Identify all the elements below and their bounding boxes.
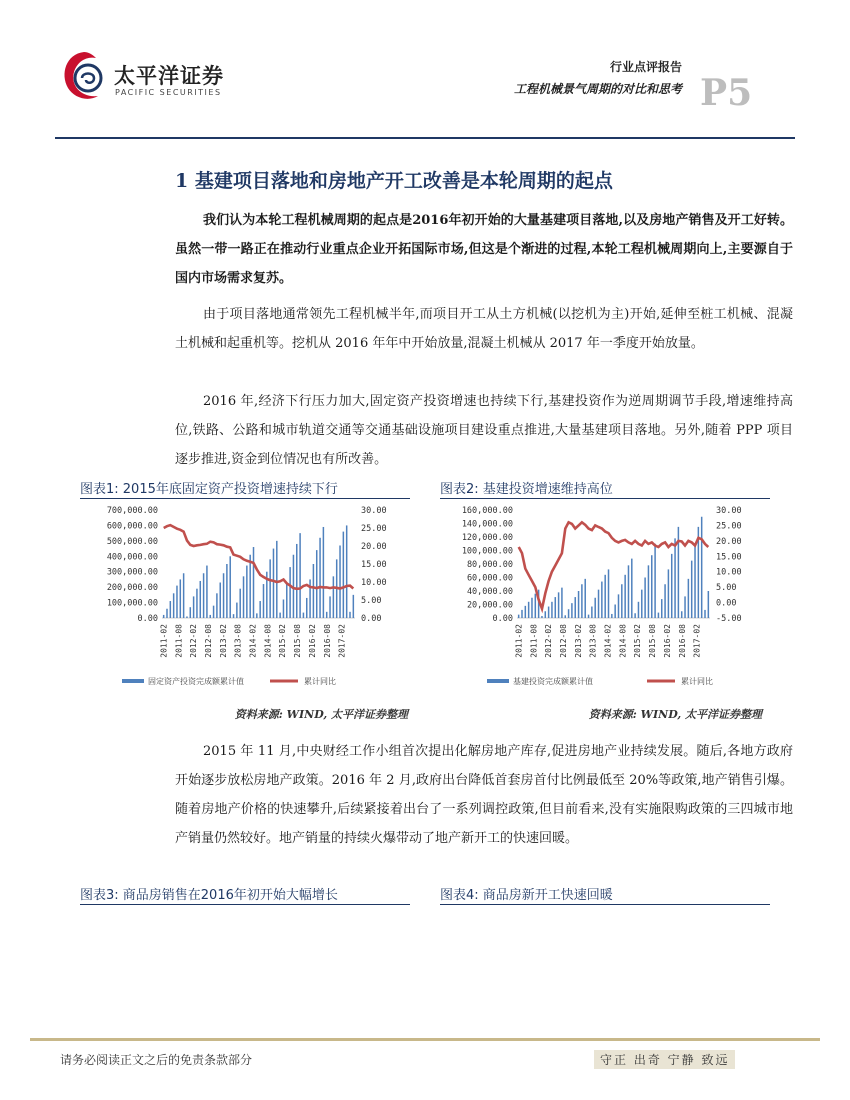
bar bbox=[276, 541, 277, 618]
bar bbox=[326, 612, 327, 618]
page-number: P5 bbox=[700, 72, 753, 114]
figure-1-caption: 图表1: 2015年底固定资产投资增速持续下行 bbox=[80, 478, 410, 499]
y-right-tick-label: 30.00 bbox=[361, 506, 387, 516]
x-tick-label: 2015-02 bbox=[633, 624, 643, 658]
y-right-tick-label: 5.00 bbox=[716, 583, 737, 594]
bar bbox=[259, 601, 260, 618]
bar bbox=[190, 607, 191, 618]
bar bbox=[223, 573, 224, 618]
paragraph-3: 2016 年,经济下行压力加大,固定资产投资增速也持续下行,基建投资作为逆周期调节手段,增速维持高位,铁路、公路和城市轨道交通等交通基础设施项目建设重点推进,大量基建项目落地。另外,随着 PPP 项目逐步推进,资金到位情况也有所改善。 bbox=[175, 394, 793, 467]
bar bbox=[521, 610, 522, 618]
y-right-tick-label: 0.00 bbox=[716, 598, 737, 609]
figure-2-caption: 图表2: 基建投资增速维持高位 bbox=[440, 478, 770, 499]
x-tick-label: 2012-02 bbox=[189, 624, 199, 658]
bar bbox=[339, 545, 340, 618]
bar bbox=[206, 566, 207, 618]
y-left-tick-label: 700,000.00 bbox=[106, 506, 158, 516]
bar bbox=[286, 583, 287, 618]
y-right-tick-label: 15.00 bbox=[716, 552, 742, 563]
bar bbox=[279, 613, 280, 618]
bar bbox=[708, 591, 709, 618]
bar bbox=[644, 578, 645, 619]
bar bbox=[558, 592, 559, 618]
bar bbox=[353, 595, 354, 618]
y-left-tick-label: 140,000.00 bbox=[461, 519, 513, 530]
bar bbox=[608, 569, 609, 618]
bar bbox=[584, 579, 585, 618]
company-logo bbox=[58, 48, 228, 106]
bar bbox=[329, 596, 330, 618]
bar bbox=[578, 591, 579, 618]
y-right-tick-label: -5.00 bbox=[716, 614, 742, 624]
bar bbox=[704, 610, 705, 618]
figure-2-source: 资料来源: WIND, 太平洋证券整理 bbox=[588, 708, 762, 721]
paragraph-1: 我们认为本轮工程机械周期的起点是2016年初开始的大量基建项目落地,以及房地产销售及开工好转。虽然一带一路正在推动行业重点企业开拓国际市场,但这是个渐进的过程,本轮工程机械周期向上,主要源自于国内市场需求复苏。 bbox=[175, 213, 793, 286]
report-title: 工程机械景气周期的对比和思考 bbox=[513, 82, 682, 96]
y-left-tick-label: 100,000.00 bbox=[461, 546, 513, 557]
bar bbox=[289, 567, 290, 618]
legend-bar-label: 固定资产投资完成额累计值 bbox=[148, 677, 244, 686]
bar bbox=[525, 606, 526, 618]
x-tick-label: 2017-02 bbox=[337, 624, 347, 658]
series-line bbox=[519, 522, 709, 608]
figure-1-source: 资料来源: WIND, 太平洋证券整理 bbox=[234, 708, 408, 721]
y-left-tick-label: 300,000.00 bbox=[106, 567, 158, 578]
bar bbox=[173, 593, 174, 618]
bar bbox=[163, 615, 164, 618]
bar bbox=[594, 598, 595, 618]
bar bbox=[648, 565, 649, 618]
footer-disclaimer: 请务必阅读正文之后的免责条款部分 bbox=[60, 1053, 253, 1067]
x-tick-label: 2013-02 bbox=[218, 624, 228, 658]
legend-bar-label: 基建投资完成额累计值 bbox=[513, 677, 593, 686]
bar bbox=[638, 602, 639, 618]
chart-fixed-asset-investment bbox=[80, 500, 415, 700]
bar bbox=[186, 616, 187, 618]
bar bbox=[651, 555, 652, 618]
bar bbox=[183, 573, 184, 618]
bar bbox=[601, 582, 602, 618]
y-right-tick-label: 0.00 bbox=[361, 614, 382, 624]
y-right-tick-label: 20.00 bbox=[361, 542, 387, 552]
bar bbox=[684, 596, 685, 618]
bar bbox=[216, 593, 217, 618]
chart-infrastructure-investment bbox=[435, 500, 775, 700]
bar bbox=[528, 602, 529, 618]
y-right-tick-label: 20.00 bbox=[716, 536, 742, 547]
bar bbox=[624, 575, 625, 618]
bar bbox=[591, 607, 592, 618]
bar bbox=[203, 573, 204, 618]
bar bbox=[170, 601, 171, 618]
bar bbox=[614, 605, 615, 619]
bar bbox=[196, 589, 197, 618]
y-left-tick-label: 0.00 bbox=[492, 614, 513, 624]
bar bbox=[343, 532, 344, 618]
bar bbox=[256, 613, 257, 618]
x-tick-label: 2017-02 bbox=[692, 624, 702, 658]
y-left-tick-label: 60,000.00 bbox=[466, 573, 513, 584]
x-tick-label: 2011-08 bbox=[529, 624, 539, 658]
y-left-tick-label: 400,000.00 bbox=[106, 552, 158, 563]
paragraph-2: 由于项目落地通常领先工程机械半年,而项目开工从土方机械(以挖机为主)开始,延伸至桩工机械、混凝土机械和起重机等。挖机从 2016 年年中开始放量,混凝土机械从 2017 年一季度开始放量。 bbox=[175, 307, 793, 351]
bar bbox=[701, 517, 702, 618]
x-tick-label: 2015-02 bbox=[278, 624, 288, 658]
legend-line-label: 累计同比 bbox=[304, 677, 336, 686]
bar bbox=[166, 609, 167, 618]
bar bbox=[333, 576, 334, 618]
report-type: 行业点评报告 bbox=[609, 60, 682, 74]
bar bbox=[236, 603, 237, 618]
figure-4-caption: 图表4: 商品房新开工快速回暖 bbox=[440, 884, 770, 905]
bar bbox=[313, 564, 314, 618]
bar bbox=[239, 589, 240, 618]
bar bbox=[229, 556, 230, 618]
y-right-tick-label: 25.00 bbox=[361, 524, 387, 534]
bar bbox=[263, 584, 264, 618]
bar bbox=[303, 613, 304, 618]
x-tick-label: 2014-02 bbox=[603, 624, 613, 658]
bar bbox=[654, 544, 655, 618]
bar bbox=[535, 594, 536, 618]
y-left-tick-label: 600,000.00 bbox=[106, 521, 158, 532]
bar bbox=[671, 554, 672, 618]
bar bbox=[253, 547, 254, 618]
x-tick-label: 2011-02 bbox=[514, 624, 524, 658]
bar bbox=[604, 575, 605, 618]
bar bbox=[283, 599, 284, 618]
bar bbox=[299, 533, 300, 618]
bar bbox=[611, 614, 612, 618]
footer-rule bbox=[30, 1038, 820, 1041]
bar bbox=[176, 586, 177, 618]
bar bbox=[180, 579, 181, 618]
x-tick-label: 2014-08 bbox=[618, 624, 628, 658]
bar bbox=[541, 616, 542, 618]
bar bbox=[518, 615, 519, 618]
y-left-tick-label: 0.00 bbox=[137, 614, 158, 624]
bar bbox=[555, 597, 556, 618]
bar bbox=[581, 584, 582, 618]
y-left-tick-label: 120,000.00 bbox=[461, 533, 513, 543]
bar bbox=[661, 599, 662, 618]
legend-bar-swatch bbox=[122, 679, 144, 683]
y-right-tick-label: 5.00 bbox=[361, 596, 382, 606]
legend-line-label: 累计同比 bbox=[681, 677, 713, 686]
bar bbox=[691, 561, 692, 618]
footer-motto: 守正 出奇 宁静 致远 bbox=[594, 1050, 735, 1069]
y-right-tick-label: 30.00 bbox=[716, 506, 742, 516]
bar bbox=[531, 598, 532, 618]
x-tick-label: 2012-02 bbox=[544, 624, 554, 658]
x-tick-label: 2016-02 bbox=[662, 624, 672, 658]
x-tick-label: 2012-08 bbox=[203, 624, 213, 658]
bar bbox=[548, 607, 549, 618]
bar bbox=[688, 579, 689, 618]
paragraph-4: 2015 年 11 月,中央财经工作小组首次提出化解房地产库存,促进房地产业持续发展。随后,各地方政府开始逐步放松房地产政策。2016 年 2 月,政府出台降低首套房首付比例最低至 20%等政策,地产销售引爆。随着房地产价格的快速攀升,后续紧接着出台了一系列调控政策,但目前看来,没有实施限购政策的三四城市地产销量仍然较好。地产销量的持续火爆带动了地产新开工的快速回暖。 bbox=[175, 744, 793, 846]
bar bbox=[296, 544, 297, 618]
pacific-logo-icon bbox=[58, 48, 110, 106]
bar bbox=[598, 590, 599, 618]
header-rule bbox=[55, 137, 795, 139]
bar bbox=[674, 538, 675, 618]
bar bbox=[668, 569, 669, 618]
x-tick-label: 2014-08 bbox=[263, 624, 273, 658]
y-right-tick-label: 10.00 bbox=[716, 567, 742, 578]
bar bbox=[319, 538, 320, 618]
bar bbox=[246, 566, 247, 618]
y-left-tick-label: 40,000.00 bbox=[466, 587, 513, 597]
x-tick-label: 2016-02 bbox=[307, 624, 317, 658]
bar bbox=[694, 544, 695, 618]
bar bbox=[664, 584, 665, 618]
bar bbox=[641, 590, 642, 618]
bar bbox=[681, 611, 682, 618]
legend-bar-swatch bbox=[487, 679, 509, 683]
bar bbox=[561, 588, 562, 618]
bar bbox=[634, 613, 635, 618]
bar bbox=[628, 565, 629, 618]
bar bbox=[568, 609, 569, 618]
y-left-tick-label: 160,000.00 bbox=[461, 506, 513, 516]
x-tick-label: 2011-02 bbox=[159, 624, 169, 658]
logo-en-text: PACIFIC SECURITIES bbox=[115, 88, 222, 97]
bar bbox=[571, 603, 572, 618]
y-right-tick-label: 10.00 bbox=[361, 578, 387, 588]
bar bbox=[621, 584, 622, 618]
y-right-tick-label: 15.00 bbox=[361, 560, 387, 570]
x-tick-label: 2016-08 bbox=[677, 624, 687, 658]
y-left-tick-label: 200,000.00 bbox=[106, 583, 158, 594]
bar bbox=[233, 614, 234, 618]
series-line bbox=[164, 525, 354, 589]
x-tick-label: 2015-08 bbox=[648, 624, 658, 658]
bar bbox=[346, 525, 347, 618]
x-tick-label: 2013-02 bbox=[573, 624, 583, 658]
bar bbox=[588, 615, 589, 618]
x-tick-label: 2011-08 bbox=[174, 624, 184, 658]
bar bbox=[658, 613, 659, 618]
bar bbox=[323, 527, 324, 618]
bar bbox=[249, 555, 250, 618]
bar bbox=[243, 576, 244, 618]
x-tick-label: 2013-08 bbox=[233, 624, 243, 658]
bar bbox=[213, 606, 214, 618]
y-left-tick-label: 500,000.00 bbox=[106, 536, 158, 547]
section-title: 1 基建项目落地和房地产开工改善是本轮周期的起点 bbox=[175, 170, 613, 192]
x-tick-label: 2012-08 bbox=[558, 624, 568, 658]
x-tick-label: 2014-02 bbox=[248, 624, 258, 658]
bar bbox=[273, 549, 274, 618]
bar bbox=[193, 596, 194, 618]
y-left-tick-label: 100,000.00 bbox=[106, 598, 158, 609]
bar bbox=[316, 550, 317, 618]
logo-cn-text: 太平洋证券 bbox=[114, 64, 224, 88]
y-right-tick-label: 25.00 bbox=[716, 521, 742, 532]
bar bbox=[545, 611, 546, 618]
bar bbox=[210, 615, 211, 618]
bar bbox=[306, 598, 307, 618]
bar bbox=[551, 602, 552, 618]
y-left-tick-label: 20,000.00 bbox=[466, 600, 513, 611]
bar bbox=[574, 597, 575, 618]
bar bbox=[226, 564, 227, 618]
bar bbox=[219, 583, 220, 618]
x-tick-label: 2013-08 bbox=[588, 624, 598, 658]
bar bbox=[200, 581, 201, 618]
bar bbox=[269, 559, 270, 618]
bar bbox=[565, 615, 566, 618]
bar bbox=[618, 594, 619, 618]
x-tick-label: 2016-08 bbox=[322, 624, 332, 658]
y-left-tick-label: 80,000.00 bbox=[466, 560, 513, 570]
x-tick-label: 2015-08 bbox=[293, 624, 303, 658]
bar bbox=[349, 612, 350, 618]
figure-3-caption: 图表3: 商品房销售在2016年初开始大幅增长 bbox=[80, 884, 410, 905]
bar bbox=[631, 559, 632, 618]
